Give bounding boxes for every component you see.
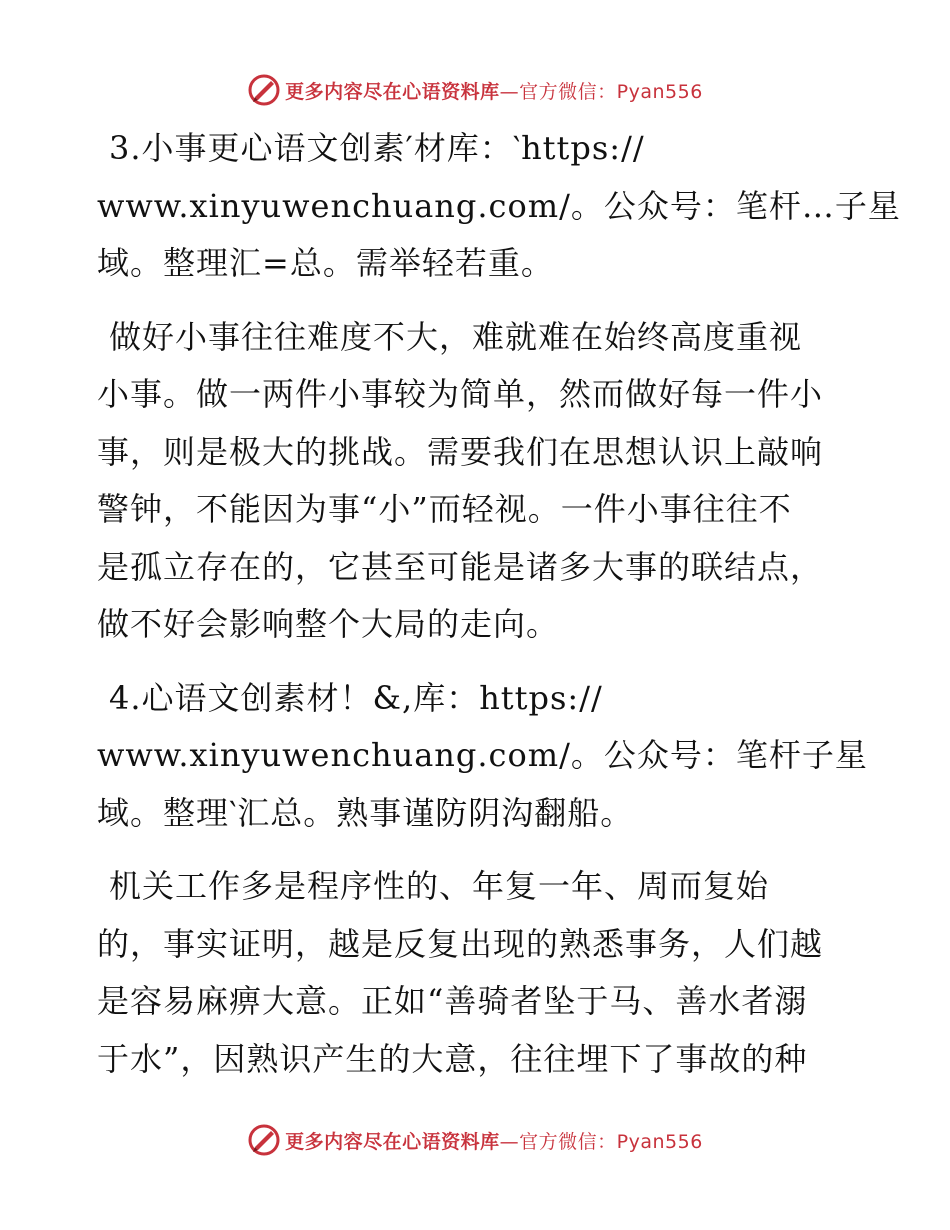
banner-main-text: 更多内容尽在心语资料库 [285, 1130, 500, 1153]
paragraph [97, 670, 867, 843]
banner-title [285, 77, 703, 104]
text-line: 机关工作多是程序性的、年复一年、周而复始 [109, 867, 770, 905]
text-line: 3.小事更心语文创素′材库：‵https:// [109, 129, 645, 167]
paragraph [97, 309, 867, 654]
text-line: 域。整理汇=总。需举轻若重。 [97, 244, 554, 282]
banner-wechat: 官方微信：Pyan556 [519, 1130, 703, 1153]
banner-title [285, 1127, 703, 1154]
document-body [97, 120, 901, 1104]
text-line: 是容易麻痹大意。正如“善骑者坠于马、善水者溺 [97, 982, 808, 1020]
banner-wechat: 官方微信：Pyan556 [519, 80, 703, 103]
banner-separator: — [499, 1130, 520, 1153]
text-line: 于水”，因熟识产生的大意，往往埋下了事故的种 [97, 1039, 808, 1078]
text-line: 事，则是极大的挑战。需要我们在思想认识上敲响 [97, 432, 824, 471]
text-line: 做不好会影响整个大局的走向。 [97, 605, 560, 643]
logo-icon [247, 73, 281, 107]
text-line: 做好小事往往难度不大，难就难在始终高度重视 [109, 317, 803, 356]
text-line: 警钟，不能因为事“小”而轻视。一件小事往往不 [97, 490, 792, 528]
text-line: 4.心语文创素材！&,库：https:// [109, 678, 603, 717]
text-line: 的，事实证明，越是反复出现的熟悉事务，人们越 [97, 924, 824, 963]
logo-icon [247, 1123, 281, 1157]
text-line: 域。整理‵汇总。熟事谨防阴沟翻船。 [97, 793, 634, 832]
banner-main-text: 更多内容尽在心语资料库 [285, 80, 500, 103]
text-line: www.xinyuwenchuang.com/。公众号：笔杆子星 [97, 736, 868, 774]
text-line: www.xinyuwenchuang.com/。公众号：笔杆…子星 [97, 186, 901, 225]
paragraph [97, 120, 901, 293]
header-banner [0, 70, 950, 110]
paragraph [97, 858, 867, 1088]
banner-separator: — [499, 80, 520, 103]
text-line: 是孤立存在的，它甚至可能是诸多大事的联结点， [97, 547, 824, 586]
footer-banner [0, 1120, 950, 1160]
text-line: 小事。做一两件小事较为简单，然而做好每一件小 [97, 375, 824, 413]
